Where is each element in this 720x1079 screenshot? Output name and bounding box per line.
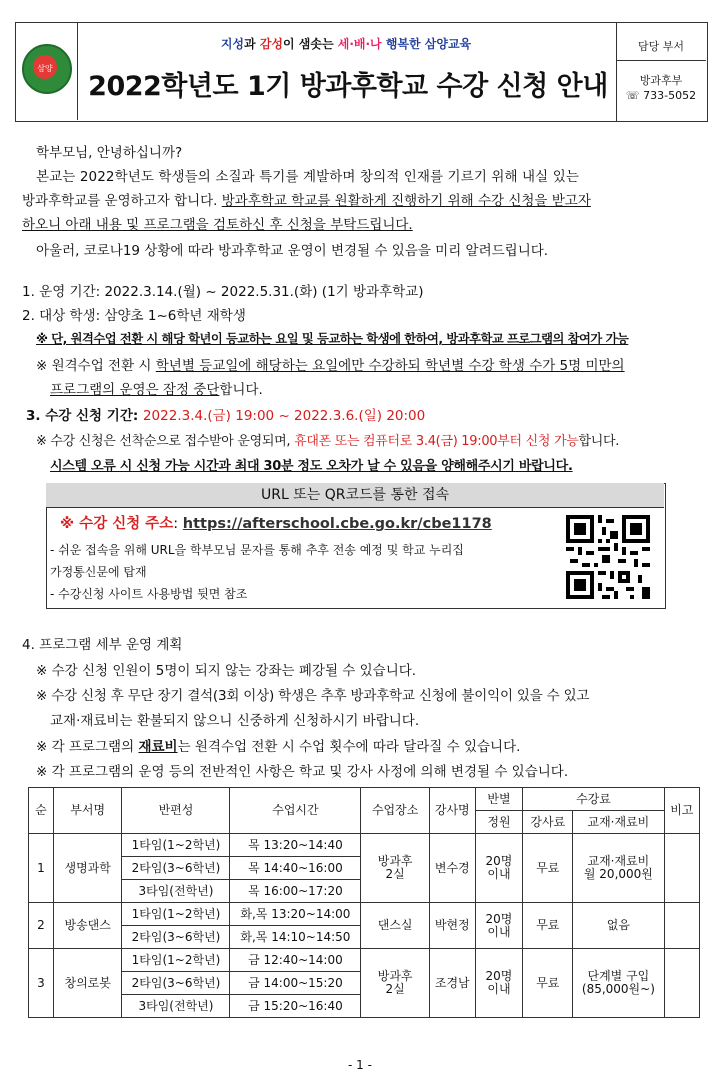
cell-time: 금 14:00~15:20 xyxy=(230,972,361,995)
cell-note xyxy=(664,949,699,1018)
note-highlight: 휴대폰 또는 컴퓨터로 3.4(금) 19:00부터 신청 가능 xyxy=(294,434,579,449)
note xyxy=(36,430,619,449)
note: ※ 수강 신청 후 무단 장기 결석(3회 이상) 학생은 추후 방과후학교 신청에 불이익이 있을 수 있고 xyxy=(36,688,590,704)
cell-class: 1타임(1~2학년) xyxy=(122,834,230,857)
cell-time: 화,목 14:10~14:50 xyxy=(230,926,361,949)
url-label: ※ 수강 신청 주소 xyxy=(60,516,174,532)
cell-class: 1타임(1~2학년) xyxy=(122,903,230,926)
cell-place: 방과후 2실 xyxy=(361,834,430,903)
cell-fee: 무료 xyxy=(523,903,573,949)
cell-no: 1 xyxy=(29,834,54,903)
cell-note xyxy=(664,903,699,949)
cell-teacher: 조경남 xyxy=(429,949,475,1018)
col-header: 순 xyxy=(29,788,54,834)
col-header: 반편성 xyxy=(122,788,230,834)
note-text: ※ 수강 신청은 선착순으로 접수받아 운영되며, xyxy=(36,434,295,449)
cell-time: 목 13:20~14:40 xyxy=(230,834,361,857)
cell-fee: 무료 xyxy=(523,949,573,1018)
cell-class: 3타임(전학년) xyxy=(122,995,230,1018)
note-highlight: 재료비 xyxy=(138,739,178,755)
note-highlight: 학년별 등교일에 해당하는 요일에만 수강하되 학년별 수강 학생 수가 5명 미만의 xyxy=(155,358,625,374)
cell-time: 목 16:00~17:20 xyxy=(230,880,361,903)
note xyxy=(36,735,520,755)
url-line xyxy=(60,512,492,533)
table-row xyxy=(29,834,700,857)
cell-dept: 창의로봇 xyxy=(53,949,122,1018)
dept-label: 담당 부서 xyxy=(637,40,684,53)
section-1 xyxy=(22,280,423,300)
intro-line: 본교는 2022학년도 학생들의 소질과 특기를 계발하며 창의적 인재를 기르기 위해 내실 있는 xyxy=(36,169,579,185)
intro-text: 방과후학교를 운영하고자 합니다. xyxy=(22,193,222,209)
slogan-part: 이 샘솟는 xyxy=(283,37,338,51)
url-note: 가정통신문에 탑재 xyxy=(50,565,147,579)
cell-time: 금 12:40~14:00 xyxy=(230,949,361,972)
cell-time: 금 15:20~16:40 xyxy=(230,995,361,1018)
col-header: 반별 xyxy=(475,788,523,811)
program-table xyxy=(28,787,700,1018)
intro-highlight: 방과후학교 학교를 원활하게 진행하기 위해 수강 신청을 받고자 xyxy=(221,193,591,209)
page-number: - 1 - xyxy=(348,1058,372,1072)
table-row xyxy=(29,949,700,972)
note: ※ 수강 신청 인원이 5명이 되지 않는 강좌는 폐강될 수 있습니다. xyxy=(36,663,417,679)
slogan xyxy=(78,35,614,52)
cell-material: 단계별 구입 (85,000원~) xyxy=(573,949,664,1018)
intro-line: 아울러, 코로나19 상황에 따라 방과후학교 운영이 변경될 수 있음을 미리 알려드립니다. xyxy=(36,243,549,259)
table-header-row xyxy=(29,788,700,811)
url-note: - 쉬운 접속을 위해 URL을 학부모님 문자를 통해 추후 전송 예정 및 학교 누리집 xyxy=(50,543,464,557)
cell-material: 교재·재료비 월 20,000원 xyxy=(573,834,664,903)
cell-place: 방과후 2실 xyxy=(361,949,430,1018)
cell-note xyxy=(664,834,699,903)
cell-size: 20명 이내 xyxy=(475,834,523,903)
col-header: 수업시간 xyxy=(230,788,361,834)
section-2: 2. 대상 학생: 삼양초 1~6학년 재학생 xyxy=(22,308,246,324)
cell-class: 2타임(3~6학년) xyxy=(122,972,230,995)
operation-period: 2022.3.14.(월) ~ 2022.5.31.(화) (1기 방과후학교) xyxy=(104,284,424,300)
note: ※ 단, 원격수업 전환 시 해당 학년이 등교하는 요일 및 등교하는 학생에 한하여, 방과후학교 프로그램의 참여가 가능 xyxy=(36,332,629,346)
slogan-part: 과 xyxy=(244,37,260,51)
note xyxy=(36,354,625,374)
col-header: 강사료 xyxy=(523,811,573,834)
intro-line xyxy=(22,189,591,209)
note-text: 합니다. xyxy=(219,382,263,398)
cell-time: 목 14:40~16:00 xyxy=(230,857,361,880)
col-header: 정원 xyxy=(475,811,523,834)
url-colon: : xyxy=(173,516,183,532)
cell-teacher: 박현정 xyxy=(429,903,475,949)
dept-divider xyxy=(616,60,706,61)
application-period: 2022.3.4.(금) 19:00 ~ 2022.3.6.(일) 20:00 xyxy=(142,408,426,424)
slogan-part: 세·배·나 xyxy=(337,37,382,51)
url-note: - 수강신청 사이트 사용방법 뒷면 참조 xyxy=(50,587,248,601)
cell-place: 댄스실 xyxy=(361,903,430,949)
col-header: 강사명 xyxy=(429,788,475,834)
cell-fee: 무료 xyxy=(523,834,573,903)
col-header: 부서명 xyxy=(53,788,122,834)
cell-class: 1타임(1~2학년) xyxy=(122,949,230,972)
logo-label: 삼양 xyxy=(37,64,53,73)
note-highlight: 프로그램의 운영은 잠정 중단 xyxy=(50,382,220,398)
cell-teacher: 변수경 xyxy=(429,834,475,903)
cell-class: 2타임(3~6학년) xyxy=(122,926,230,949)
greeting: 학부모님, 안녕하십니까? xyxy=(36,145,183,161)
cell-no: 2 xyxy=(29,903,54,949)
note xyxy=(50,378,263,398)
url-box-heading: URL 또는 QR코드를 통한 접속 xyxy=(46,483,664,508)
section-label: 3. 수강 신청 기간: xyxy=(26,408,143,424)
cell-dept: 방송댄스 xyxy=(53,903,122,949)
col-header: 비고 xyxy=(664,788,699,834)
col-header: 수업장소 xyxy=(361,788,430,834)
note: 교재·재료비는 환불되지 않으니 신중하게 신청하시기 바랍니다. xyxy=(50,713,420,729)
page-title: 2022학년도 1기 방과후학교 수강 신청 안내 xyxy=(88,71,608,102)
qr-code-icon[interactable] xyxy=(566,515,650,599)
dept-phone: ☏ 733-5052 xyxy=(625,89,697,102)
cell-size: 20명 이내 xyxy=(475,949,523,1018)
section-3 xyxy=(26,404,425,424)
table-row xyxy=(29,903,700,926)
section-label: 1. 운영 기간: xyxy=(22,284,105,300)
col-header: 교재·재료비 xyxy=(573,811,664,834)
cell-size: 20명 이내 xyxy=(475,903,523,949)
cell-class: 3타임(전학년) xyxy=(122,880,230,903)
application-url[interactable]: https://afterschool.cbe.go.kr/cbe1178 xyxy=(182,516,492,532)
slogan-part: 지성 xyxy=(220,37,245,51)
note-text: 합니다. xyxy=(578,434,620,449)
note-text: ※ 원격수업 전환 시 xyxy=(36,358,156,374)
section-4: 4. 프로그램 세부 운영 계획 xyxy=(22,637,183,653)
cell-time: 화,목 13:20~14:00 xyxy=(230,903,361,926)
dept-name: 방과후부 xyxy=(639,74,683,87)
cell-class: 2타임(3~6학년) xyxy=(122,857,230,880)
cell-no: 3 xyxy=(29,949,54,1018)
slogan-part: 행복한 삼양교육 xyxy=(381,37,472,51)
intro-highlight: 하오니 아래 내용 및 프로그램을 검토하신 후 신청을 부탁드립니다. xyxy=(22,217,413,233)
slogan-part: 감성 xyxy=(259,37,283,51)
cell-material: 없음 xyxy=(573,903,664,949)
note-text: 는 원격수업 전환 시 수업 횟수에 따라 달라질 수 있습니다. xyxy=(177,739,521,755)
note: 시스템 오류 시 신청 가능 시간과 최대 30분 정도 오차가 날 수 있음을 양해해주시기 바랍니다. xyxy=(50,459,573,474)
cell-dept: 생명과학 xyxy=(53,834,122,903)
col-header: 수강료 xyxy=(523,788,664,811)
note-text: ※ 각 프로그램의 xyxy=(36,739,139,755)
note: ※ 각 프로그램의 운영 등의 전반적인 사항은 학교 및 강사 사정에 의해 변경될 수 있습니다. xyxy=(36,764,569,780)
